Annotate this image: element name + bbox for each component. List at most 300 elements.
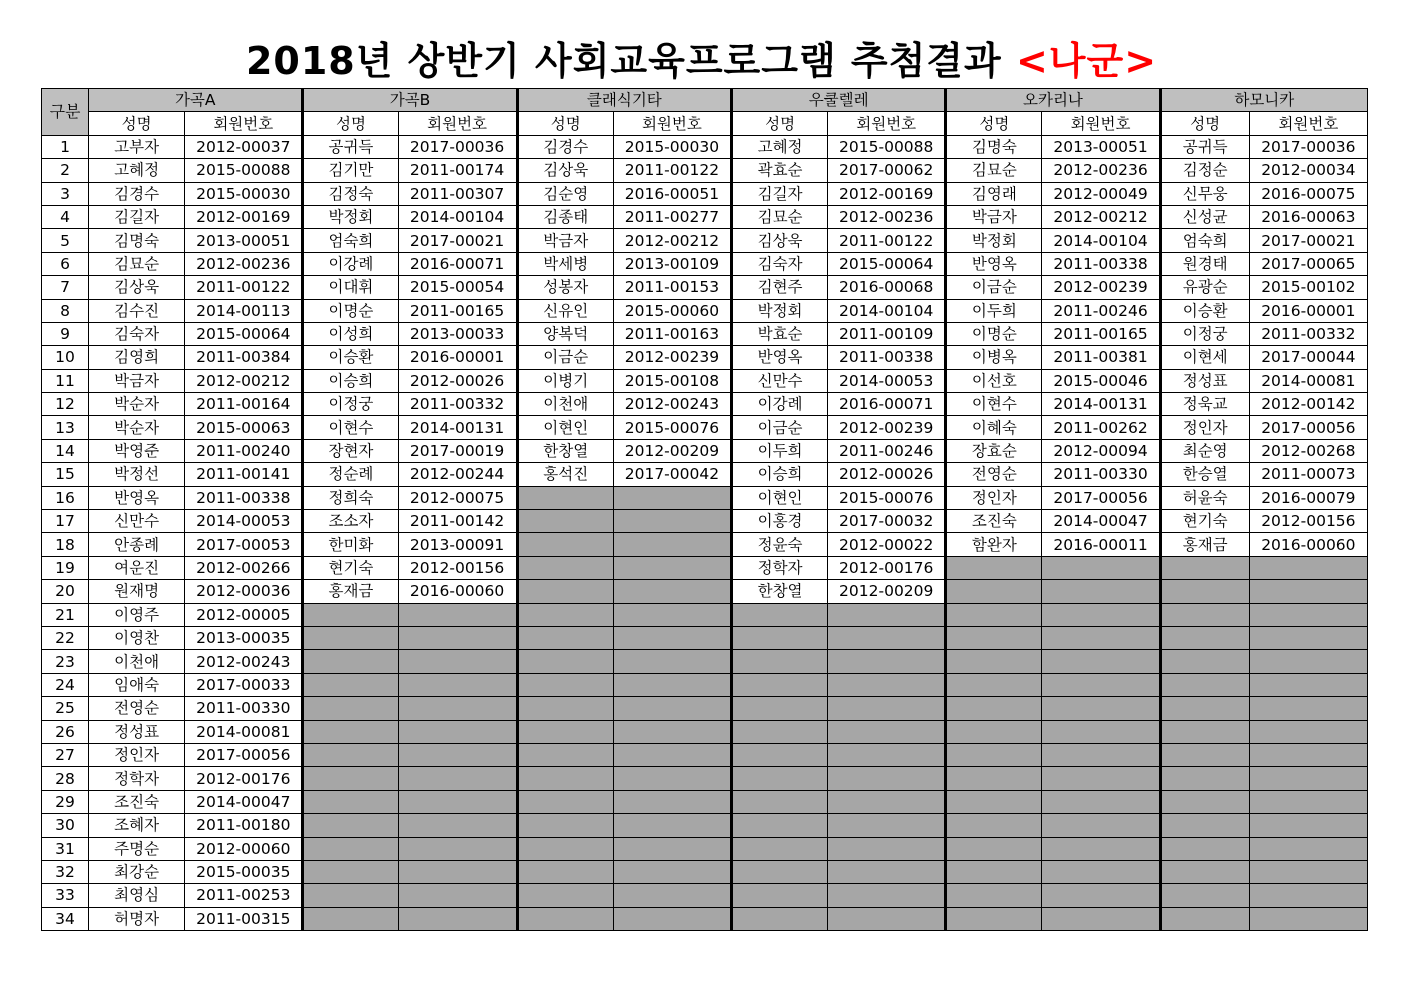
member-name: 성봉자 [517, 276, 613, 299]
member-number: 2016-00060 [1249, 533, 1367, 556]
member-number: 2011-00307 [398, 182, 517, 205]
member-name: 조진숙 [89, 790, 185, 813]
empty-cell [828, 626, 946, 649]
empty-cell [946, 673, 1042, 696]
member-number: 2014-00131 [1042, 393, 1160, 416]
empty-cell [517, 767, 613, 790]
row-number: 16 [42, 486, 89, 509]
member-name: 고혜정 [89, 159, 185, 182]
empty-cell [828, 837, 946, 860]
row-number: 2 [42, 159, 89, 182]
empty-cell [1160, 650, 1249, 673]
empty-cell [303, 697, 398, 720]
member-name: 박금자 [89, 369, 185, 392]
member-number: 2011-00165 [398, 299, 517, 322]
row-number: 20 [42, 580, 89, 603]
empty-cell [613, 580, 731, 603]
table-row [42, 276, 1368, 299]
empty-cell [517, 510, 613, 533]
member-number: 2011-00332 [398, 393, 517, 416]
empty-cell [732, 814, 828, 837]
member-name: 정인자 [946, 486, 1042, 509]
row-number: 1 [42, 135, 89, 158]
member-number: 2014-00081 [1249, 369, 1367, 392]
row-number: 13 [42, 416, 89, 439]
member-number: 2015-00102 [1249, 276, 1367, 299]
member-name: 신유인 [517, 299, 613, 322]
empty-cell [1042, 603, 1160, 626]
empty-cell [946, 626, 1042, 649]
name-col-header: 성명 [303, 112, 398, 135]
member-number: 2011-00109 [828, 322, 946, 345]
empty-cell [1160, 673, 1249, 696]
row-number: 17 [42, 510, 89, 533]
member-name: 김길자 [89, 205, 185, 228]
empty-cell [398, 907, 517, 930]
member-name: 정희숙 [303, 486, 398, 509]
member-number: 2011-00330 [185, 697, 303, 720]
empty-cell [398, 720, 517, 743]
page-title [0, 30, 1403, 85]
member-number: 2012-00209 [828, 580, 946, 603]
empty-cell [517, 837, 613, 860]
table-row [42, 720, 1368, 743]
member-number: 2011-00315 [185, 907, 303, 930]
member-number: 2011-00246 [828, 439, 946, 462]
table-row [42, 790, 1368, 813]
member-name: 원재명 [89, 580, 185, 603]
member-number: 2012-00176 [185, 767, 303, 790]
row-number: 15 [42, 463, 89, 486]
empty-cell [613, 650, 731, 673]
member-number: 2017-00053 [185, 533, 303, 556]
empty-cell [946, 837, 1042, 860]
member-number: 2012-00244 [398, 463, 517, 486]
name-col-header: 성명 [732, 112, 828, 135]
table-row [42, 299, 1368, 322]
empty-cell [828, 907, 946, 930]
title-group: <나군> [1015, 39, 1158, 83]
empty-cell [1249, 580, 1367, 603]
table-row [42, 907, 1368, 930]
empty-cell [398, 860, 517, 883]
empty-cell [1042, 907, 1160, 930]
member-number: 2014-00131 [398, 416, 517, 439]
member-number: 2014-00104 [398, 205, 517, 228]
empty-cell [1249, 884, 1367, 907]
member-number: 2016-00063 [1249, 205, 1367, 228]
empty-cell [1160, 697, 1249, 720]
empty-cell [732, 720, 828, 743]
empty-cell [517, 743, 613, 766]
member-name: 박순자 [89, 416, 185, 439]
empty-cell [1249, 767, 1367, 790]
member-number: 2012-00236 [185, 252, 303, 275]
member-number: 2012-00036 [185, 580, 303, 603]
empty-cell [828, 720, 946, 743]
member-name: 곽효순 [732, 159, 828, 182]
empty-cell [1160, 743, 1249, 766]
table-row [42, 697, 1368, 720]
member-name: 김묘순 [946, 159, 1042, 182]
empty-cell [303, 814, 398, 837]
member-number: 2015-00030 [185, 182, 303, 205]
member-name: 여운진 [89, 556, 185, 579]
row-number: 4 [42, 205, 89, 228]
empty-cell [517, 860, 613, 883]
member-number: 2017-00056 [1042, 486, 1160, 509]
member-name: 이현수 [303, 416, 398, 439]
member-name: 박효순 [732, 322, 828, 345]
empty-cell [517, 814, 613, 837]
member-name: 이강례 [303, 252, 398, 275]
empty-cell [613, 486, 731, 509]
member-number: 2016-00075 [1249, 182, 1367, 205]
member-number: 2017-00019 [398, 439, 517, 462]
empty-cell [1249, 860, 1367, 883]
row-number: 28 [42, 767, 89, 790]
member-name: 이성희 [303, 322, 398, 345]
empty-cell [398, 767, 517, 790]
empty-cell [303, 767, 398, 790]
member-number: 2012-00005 [185, 603, 303, 626]
member-name: 이명순 [303, 299, 398, 322]
member-number: 2014-00053 [185, 510, 303, 533]
member-number: 2014-00047 [1042, 510, 1160, 533]
empty-cell [828, 650, 946, 673]
member-number: 2011-00332 [1249, 322, 1367, 345]
member-number: 2012-00022 [828, 533, 946, 556]
member-number: 2012-00243 [185, 650, 303, 673]
member-number: 2012-00239 [613, 346, 731, 369]
member-number: 2016-00060 [398, 580, 517, 603]
member-number: 2011-00164 [185, 393, 303, 416]
member-name: 김숙자 [89, 322, 185, 345]
member-number: 2012-00034 [1249, 159, 1367, 182]
empty-cell [732, 673, 828, 696]
member-name: 이승환 [303, 346, 398, 369]
member-name: 원경태 [1160, 252, 1249, 275]
member-name: 이천애 [89, 650, 185, 673]
table-row [42, 159, 1368, 182]
member-number: 2011-00122 [613, 159, 731, 182]
member-number: 2012-00212 [1042, 205, 1160, 228]
empty-cell [946, 720, 1042, 743]
table-row [42, 416, 1368, 439]
member-number: 2017-00065 [1249, 252, 1367, 275]
empty-cell [1249, 907, 1367, 930]
member-number: 2012-00156 [1249, 510, 1367, 533]
member-number: 2012-00239 [1042, 276, 1160, 299]
row-number: 14 [42, 439, 89, 462]
member-number: 2011-00381 [1042, 346, 1160, 369]
empty-cell [398, 626, 517, 649]
member-name: 김종태 [517, 205, 613, 228]
member-name: 한창열 [732, 580, 828, 603]
empty-cell [1249, 556, 1367, 579]
table-row [42, 837, 1368, 860]
title-main: 2018년 상반기 사회교육프로그램 추첨결과 [245, 39, 1002, 83]
empty-cell [613, 884, 731, 907]
member-name: 주명순 [89, 837, 185, 860]
member-number: 2011-00153 [613, 276, 731, 299]
member-number: 2015-00060 [613, 299, 731, 322]
member-number: 2016-00051 [613, 182, 731, 205]
member-name: 조혜자 [89, 814, 185, 837]
row-number: 33 [42, 884, 89, 907]
empty-cell [1042, 837, 1160, 860]
member-number: 2013-00051 [1042, 135, 1160, 158]
member-name: 박정회 [303, 205, 398, 228]
member-number: 2017-00062 [828, 159, 946, 182]
member-name: 전영순 [89, 697, 185, 720]
empty-cell [946, 580, 1042, 603]
member-name: 김상욱 [732, 229, 828, 252]
member-number: 2014-00081 [185, 720, 303, 743]
member-number: 2016-00011 [1042, 533, 1160, 556]
member-number: 2013-00035 [185, 626, 303, 649]
member-number: 2012-00142 [1249, 393, 1367, 416]
empty-cell [1249, 814, 1367, 837]
member-no-col-header: 회원번호 [1249, 112, 1367, 135]
member-name: 이병옥 [946, 346, 1042, 369]
empty-cell [398, 837, 517, 860]
member-no-col-header: 회원번호 [828, 112, 946, 135]
empty-cell [1042, 860, 1160, 883]
program-header: 가곡B [303, 89, 517, 112]
empty-cell [1042, 650, 1160, 673]
empty-cell [732, 767, 828, 790]
member-number: 2015-00063 [185, 416, 303, 439]
empty-cell [517, 603, 613, 626]
empty-cell [517, 884, 613, 907]
empty-cell [732, 884, 828, 907]
empty-cell [303, 626, 398, 649]
member-name: 조소자 [303, 510, 398, 533]
program-header: 하모니카 [1160, 89, 1367, 112]
empty-cell [1160, 720, 1249, 743]
row-number: 8 [42, 299, 89, 322]
member-name: 신무웅 [1160, 182, 1249, 205]
row-number: 11 [42, 369, 89, 392]
empty-cell [1160, 790, 1249, 813]
member-name: 이현수 [946, 393, 1042, 416]
row-number: 3 [42, 182, 89, 205]
member-name: 이강례 [732, 393, 828, 416]
member-name: 이선호 [946, 369, 1042, 392]
table-row [42, 369, 1368, 392]
member-name: 김숙자 [732, 252, 828, 275]
row-number: 22 [42, 626, 89, 649]
member-number: 2015-00088 [828, 135, 946, 158]
empty-cell [1160, 603, 1249, 626]
member-number: 2012-00243 [613, 393, 731, 416]
empty-cell [1249, 626, 1367, 649]
member-number: 2013-00051 [185, 229, 303, 252]
member-name: 김영래 [946, 182, 1042, 205]
empty-cell [613, 743, 731, 766]
member-number: 2017-00021 [1249, 229, 1367, 252]
row-number: 6 [42, 252, 89, 275]
table-row [42, 463, 1368, 486]
member-number: 2012-00236 [828, 205, 946, 228]
member-number: 2014-00053 [828, 369, 946, 392]
member-number: 2017-00033 [185, 673, 303, 696]
member-number: 2012-00156 [398, 556, 517, 579]
empty-cell [517, 673, 613, 696]
row-number: 23 [42, 650, 89, 673]
member-name: 장현자 [303, 439, 398, 462]
member-name: 신만수 [732, 369, 828, 392]
row-number: 5 [42, 229, 89, 252]
member-name: 김정순 [1160, 159, 1249, 182]
empty-cell [613, 814, 731, 837]
member-name: 박정선 [89, 463, 185, 486]
empty-cell [303, 884, 398, 907]
name-col-header: 성명 [89, 112, 185, 135]
empty-cell [613, 837, 731, 860]
member-number: 2012-00026 [828, 463, 946, 486]
table-row [42, 650, 1368, 673]
row-number: 7 [42, 276, 89, 299]
member-name: 이정궁 [303, 393, 398, 416]
member-number: 2017-00032 [828, 510, 946, 533]
member-name: 반영옥 [946, 252, 1042, 275]
member-name: 홍재금 [303, 580, 398, 603]
member-name: 이금순 [946, 276, 1042, 299]
member-name: 정성표 [1160, 369, 1249, 392]
empty-cell [1160, 860, 1249, 883]
member-name: 이홍경 [732, 510, 828, 533]
member-number: 2015-00076 [828, 486, 946, 509]
empty-cell [613, 673, 731, 696]
member-name: 박영준 [89, 439, 185, 462]
member-number: 2011-00122 [828, 229, 946, 252]
member-name: 이승희 [303, 369, 398, 392]
table-row [42, 439, 1368, 462]
member-name: 박순자 [89, 393, 185, 416]
empty-cell [732, 790, 828, 813]
member-name: 박정회 [946, 229, 1042, 252]
empty-cell [732, 837, 828, 860]
member-name: 정성표 [89, 720, 185, 743]
member-number: 2011-00384 [185, 346, 303, 369]
member-number: 2012-00212 [185, 369, 303, 392]
member-name: 한승열 [1160, 463, 1249, 486]
member-number: 2016-00079 [1249, 486, 1367, 509]
member-name: 이현인 [732, 486, 828, 509]
member-number: 2017-00056 [1249, 416, 1367, 439]
member-number: 2017-00056 [185, 743, 303, 766]
empty-cell [613, 767, 731, 790]
member-name: 이병기 [517, 369, 613, 392]
empty-cell [303, 837, 398, 860]
empty-cell [303, 650, 398, 673]
name-col-header: 성명 [1160, 112, 1249, 135]
lottery-result-table [41, 88, 1368, 931]
row-number: 10 [42, 346, 89, 369]
member-number: 2017-00044 [1249, 346, 1367, 369]
empty-cell [398, 884, 517, 907]
table-row [42, 510, 1368, 533]
member-number: 2015-00088 [185, 159, 303, 182]
member-name: 엄숙희 [303, 229, 398, 252]
member-name: 이승환 [1160, 299, 1249, 322]
member-name: 신만수 [89, 510, 185, 533]
row-number: 29 [42, 790, 89, 813]
member-number: 2012-00176 [828, 556, 946, 579]
member-number: 2012-00239 [828, 416, 946, 439]
member-number: 2012-00266 [185, 556, 303, 579]
member-number: 2015-00030 [613, 135, 731, 158]
member-name: 김명숙 [89, 229, 185, 252]
member-name: 신성균 [1160, 205, 1249, 228]
member-name: 고부자 [89, 135, 185, 158]
member-name: 이혜숙 [946, 416, 1042, 439]
empty-cell [1249, 743, 1367, 766]
empty-cell [1042, 814, 1160, 837]
member-name: 김현주 [732, 276, 828, 299]
empty-cell [1249, 790, 1367, 813]
empty-cell [398, 697, 517, 720]
empty-cell [1249, 720, 1367, 743]
empty-cell [613, 626, 731, 649]
member-no-col-header: 회원번호 [185, 112, 303, 135]
empty-cell [946, 603, 1042, 626]
member-number: 2012-00060 [185, 837, 303, 860]
empty-cell [828, 603, 946, 626]
empty-cell [1042, 626, 1160, 649]
table-row [42, 322, 1368, 345]
table-row [42, 580, 1368, 603]
member-number: 2014-00104 [1042, 229, 1160, 252]
member-name: 박정회 [732, 299, 828, 322]
table-row [42, 884, 1368, 907]
member-number: 2011-00165 [1042, 322, 1160, 345]
empty-cell [1160, 626, 1249, 649]
member-name: 현기숙 [303, 556, 398, 579]
member-no-col-header: 회원번호 [613, 112, 731, 135]
member-name: 한미화 [303, 533, 398, 556]
empty-cell [517, 626, 613, 649]
member-name: 이명순 [946, 322, 1042, 345]
member-name: 김경수 [89, 182, 185, 205]
empty-cell [1042, 790, 1160, 813]
empty-cell [517, 580, 613, 603]
member-name: 임애숙 [89, 673, 185, 696]
member-name: 정학자 [89, 767, 185, 790]
member-number: 2013-00109 [613, 252, 731, 275]
empty-cell [1042, 673, 1160, 696]
empty-cell [613, 720, 731, 743]
member-name: 홍석진 [517, 463, 613, 486]
row-number: 21 [42, 603, 89, 626]
table-row [42, 205, 1368, 228]
empty-cell [1042, 580, 1160, 603]
empty-cell [398, 743, 517, 766]
empty-cell [398, 814, 517, 837]
row-number: 26 [42, 720, 89, 743]
empty-cell [303, 860, 398, 883]
empty-cell [613, 790, 731, 813]
empty-cell [828, 860, 946, 883]
empty-cell [1249, 650, 1367, 673]
member-name: 반영옥 [89, 486, 185, 509]
empty-cell [946, 650, 1042, 673]
empty-cell [398, 673, 517, 696]
member-number: 2015-00108 [613, 369, 731, 392]
member-name: 김상욱 [517, 159, 613, 182]
